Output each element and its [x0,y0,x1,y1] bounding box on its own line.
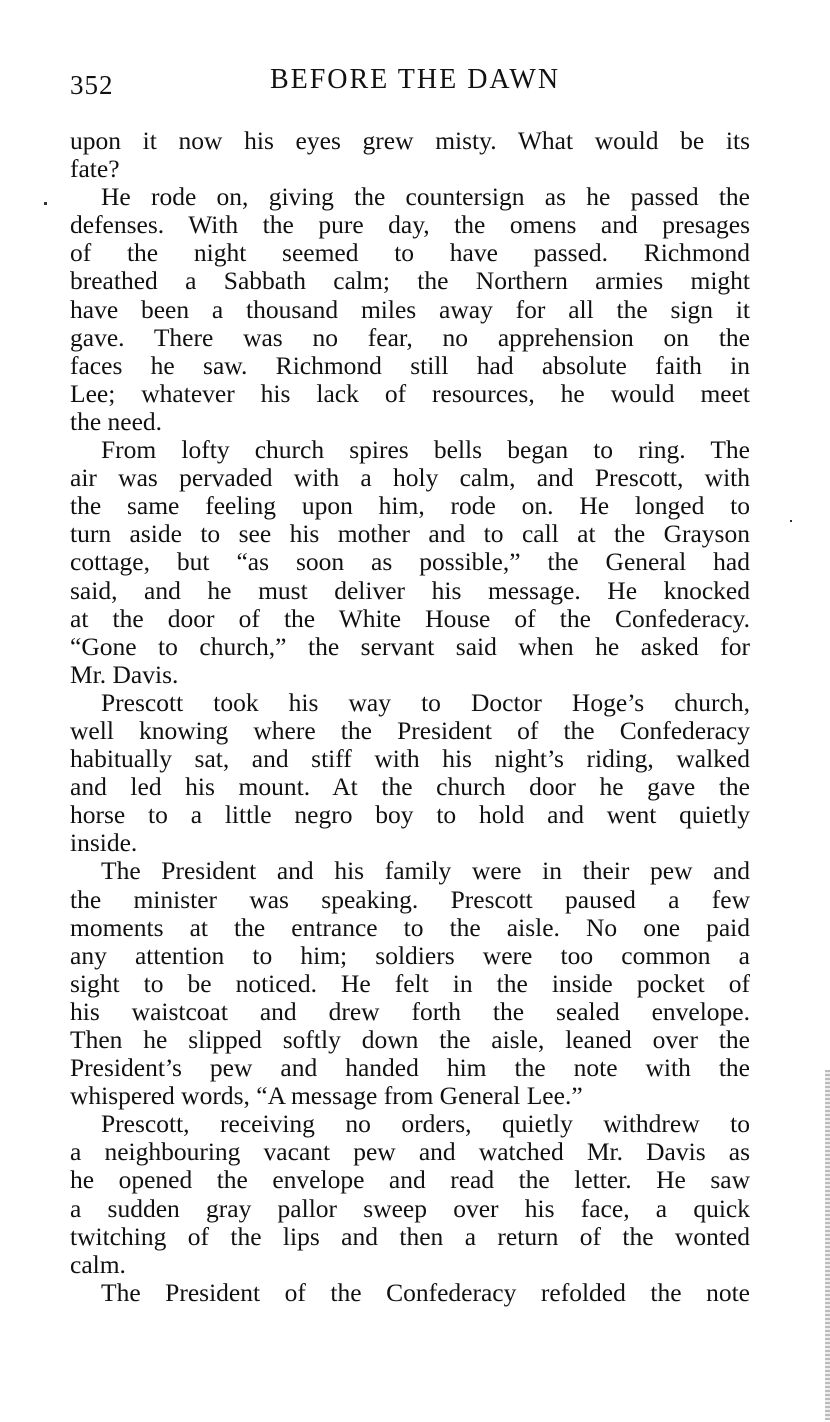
text-line: twitching of the lips and then a return of the wonted [70,1222,750,1251]
text-line: The President and his family were in their pew and [101,857,750,886]
text-line: breathed a Sabbath calm; the Northern armies might [70,267,750,296]
text-line: a neighbouring vacant pew and watched Mr. Davis as [70,1138,750,1167]
text-line: upon it now his eyes grew misty. What would be its [70,127,750,155]
running-title: BEFORE THE DAWN [269,64,561,95]
text-line: The President of the Confederacy refolded the note [101,1278,750,1307]
text-line: the same feeling upon him, rode on. He longed to [70,492,750,521]
text-line: said, and he must deliver his message. He knocked [70,576,750,605]
text-line: cottage, but “as soon as possible,” the General had [70,548,750,577]
text-line: well knowing where the President of the Confederacy [70,716,750,745]
text-line: whispered words, “A message from General Lee.” [70,1082,583,1111]
text-line: Lee; whatever his lack of resources, he would meet [70,379,750,408]
text-line: at the door of the White House of the Confederacy. [70,604,750,633]
text-line: the minister was speaking. Prescott paused a few [70,885,750,914]
text-line: turn aside to see his mother and to call at the Grayson [70,520,750,549]
text-line: of the night seemed to have passed. Richmond [70,239,750,268]
text-line: Prescott took his way to Doctor Hoge’s church, [101,688,750,717]
page-number: 352 [70,70,114,100]
text-line: From lofty church spires bells began to ring. The [101,436,750,465]
text-line: any attention to him; soldiers were too common a [70,941,750,970]
text-line: habitually sat, and stiff with his night’s riding, walked [70,745,750,774]
text-line: horse to a little negro boy to hold and went quietly [70,801,750,830]
speck-mark [790,520,792,522]
text-line: gave. There was no fear, no apprehension on the [70,323,750,352]
body-text [70,127,750,1307]
text-line: “Gone to church,” the servant said when he asked for [70,632,750,661]
text-line: and led his mount. At the church door he gave the [70,773,750,802]
text-line: he opened the envelope and read the letter. He saw [70,1166,750,1195]
text-line: Prescott, receiving no orders, quietly withdrew to [101,1110,750,1139]
text-line: a sudden gray pallor sweep over his face, a quick [70,1194,750,1223]
text-line: Mr. Davis. [70,660,179,689]
text-line: Then he slipped softly down the aisle, leaned over the [70,1026,750,1054]
speck-mark [44,202,47,205]
text-line: He rode on, giving the countersign as he passed the [101,183,750,212]
text-line: the need. [70,407,163,436]
text-line: defenses. With the pure day, the omens and presages [70,211,750,240]
text-line: air was pervaded with a holy calm, and Prescott, with [70,464,750,493]
text-line: moments at the entrance to the aisle. No one paid [70,913,750,942]
text-line: his waistcoat and drew forth the sealed envelope. [70,997,750,1026]
text-line: President’s pew and handed him the note with the [70,1054,750,1083]
text-line: faces he saw. Richmond still had absolute faith in [70,351,750,380]
text-line: sight to be noticed. He felt in the inside pocket of [70,969,750,998]
text-line: inside. [70,829,138,858]
text-line: calm. [70,1250,126,1279]
text-line: have been a thousand miles away for all the sign it [70,295,750,324]
text-line: fate? [70,155,120,184]
scan-edge [825,1070,830,1420]
